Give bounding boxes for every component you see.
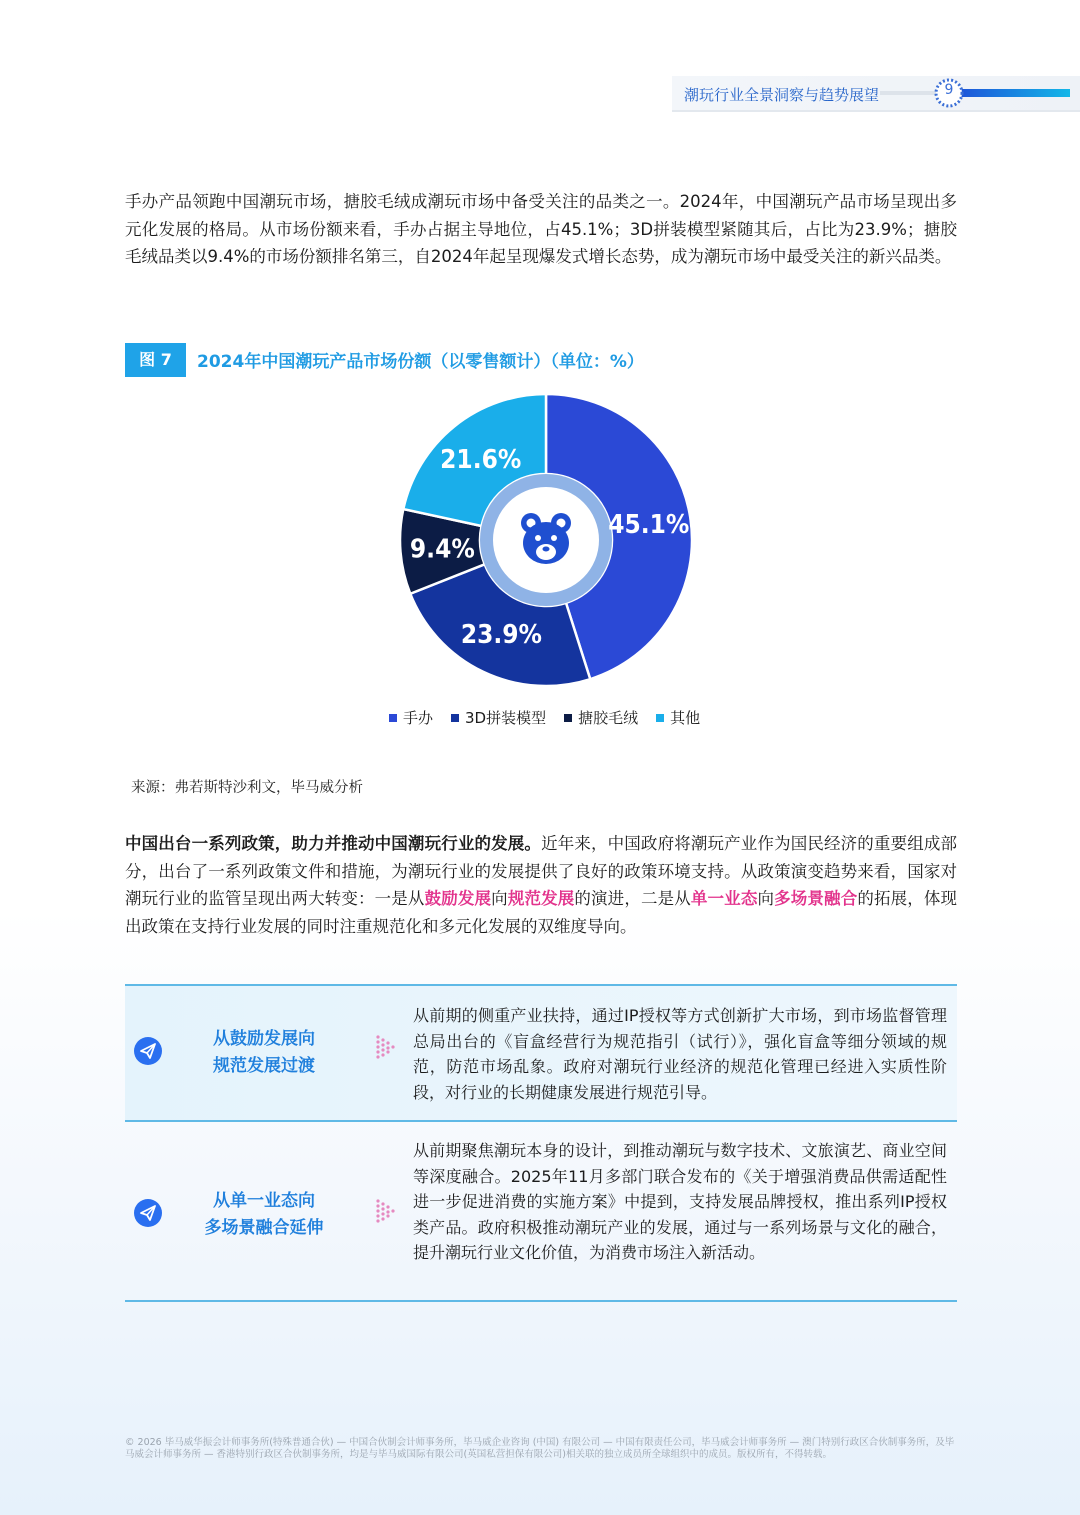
header-accent-bar bbox=[954, 89, 1070, 97]
policy-text: 向 bbox=[491, 889, 508, 908]
intro-paragraph: 手办产品领跑中国潮玩市场，搪胶毛绒成潮玩市场中备受关注的品类之一。2024年，中国潮玩产品市场呈现出多元化发展的格局。从市场份额来看，手办占据主导地位，占45.1%；3D拼装模型紧随其后，占比为23.9%；搪胶毛绒品类以9.4%的市场份额排名第三，自2024年起呈现爆发式增长态势，成为潮玩市场中最受关注的新兴品类。 bbox=[125, 192, 957, 266]
running-header bbox=[672, 76, 1080, 112]
policy-text: 近年来，中国政府将潮玩产业作为国民经济的重要组成部分，出台了一系列政策文件和措施，为潮玩行业的发展提供了良好的政策环境支持。从政策演变趋势来看，国家对潮玩行业的监管呈现出两大转变：一是从 bbox=[125, 834, 958, 908]
legend-label: 其他 bbox=[670, 709, 701, 727]
legend-label: 3D拼装模型 bbox=[465, 709, 547, 727]
row-description: 从前期的侧重产业扶持，通过IP授权等方式创新扩大市场，到市场监督管理总局出台的《盲盒经营行为规范指引（试行）》，强化盲盒等细分领域的规范，防范市场乱象。政府对潮玩行业经济的规范化管理已经进入实质性阶段，对行业的长期健康发展进行规范引导。 bbox=[413, 1006, 947, 1102]
highlight-single-format: 单一业态 bbox=[690, 889, 758, 908]
row-description: 从前期聚焦潮玩本身的设计，到推动潮玩与数字技术、文旅演艺、商业空间等深度融合。2025年11月多部门联合发布的《关于增强消费品供需适配性进一步促进消费的实施方案》中提到，支持发展品牌授权，推出系列IP授权类产品。政府积极推动潮玩产业的发展，通过与一系列场景与文化的融合，提升潮玩行业文化价值，为消费市场注入新活动。 bbox=[413, 1141, 947, 1262]
page-number: 9 bbox=[944, 82, 954, 98]
table-row bbox=[125, 984, 957, 1122]
legend-item-other bbox=[656, 707, 700, 728]
figure-tag: 图 7 bbox=[125, 343, 186, 377]
legend-swatch bbox=[656, 714, 664, 722]
legend-swatch bbox=[564, 714, 572, 722]
highlight-encourage: 鼓励发展 bbox=[424, 889, 492, 908]
chevron-right-icon bbox=[375, 1034, 397, 1060]
row-label-line: 从鼓励发展向 bbox=[213, 1029, 315, 1049]
highlight-regulate: 规范发展 bbox=[507, 889, 575, 908]
market-share-donut-chart bbox=[398, 392, 694, 688]
policy-text: 的演进，二是从 bbox=[574, 889, 691, 908]
copyright-footer: © 2026 毕马威华振会计师事务所(特殊普通合伙) — 中国合伙制会计师事务所，毕马威企业咨询 (中国) 有限公司 — 中国有限责任公司，毕马威会计师事务所 — 澳门特别行政区合伙制事务所，及毕马威会计师事务所 — 香港特别行政区合伙制事务所，均是与毕马威国际有限公司(英国私营担保有限公司)相关联的独立成员所全球组织中的成员。版权所有，不得转载。 bbox=[125, 1437, 955, 1460]
legend-swatch bbox=[389, 714, 397, 722]
figure-source: 来源：弗若斯特沙利文，毕马威分析 bbox=[131, 780, 363, 796]
slice-data-label: 23.9% bbox=[460, 619, 543, 650]
table-row bbox=[125, 1122, 957, 1302]
slice-data-label: 9.4% bbox=[409, 534, 475, 565]
figure-title: 2024年中国潮玩产品市场份额（以零售额计）（单位：%） bbox=[197, 352, 644, 372]
chevron-right-icon bbox=[375, 1198, 397, 1224]
chart-legend bbox=[389, 707, 700, 728]
paper-plane-icon bbox=[133, 1036, 163, 1066]
row-label-line: 规范发展过渡 bbox=[213, 1056, 315, 1076]
legend-item-figures bbox=[389, 707, 433, 728]
row-label-line: 多场景融合延伸 bbox=[204, 1218, 324, 1238]
row-label bbox=[180, 1026, 348, 1080]
paper-plane-icon bbox=[133, 1198, 163, 1228]
header-title: 潮玩行业全景洞察与趋势展望 bbox=[684, 86, 880, 104]
header-divider bbox=[880, 91, 940, 95]
slice-data-label: 45.1% bbox=[608, 510, 690, 541]
legend-item-3d-model bbox=[451, 707, 546, 728]
policy-shift-table bbox=[125, 984, 957, 1302]
slice-data-label: 21.6% bbox=[440, 445, 522, 476]
policy-lead: 中国出台一系列政策，助力并推动中国潮玩行业的发展。 bbox=[125, 834, 542, 853]
page-number-badge bbox=[932, 76, 966, 110]
legend-swatch bbox=[451, 714, 459, 722]
row-label-line: 从单一业态向 bbox=[213, 1191, 315, 1211]
row-label bbox=[180, 1188, 348, 1242]
legend-label: 搪胶毛绒 bbox=[578, 709, 639, 727]
legend-label: 手办 bbox=[403, 709, 434, 727]
highlight-multi-scene: 多场景融合 bbox=[774, 889, 858, 908]
policy-text: 向 bbox=[757, 889, 775, 908]
policy-text: 的拓展，体现出政策在支持行业发展的同时注重规范化和多元化发展的双维度导向。 bbox=[125, 889, 958, 936]
legend-item-plush bbox=[564, 707, 638, 728]
policy-paragraph bbox=[125, 830, 957, 940]
